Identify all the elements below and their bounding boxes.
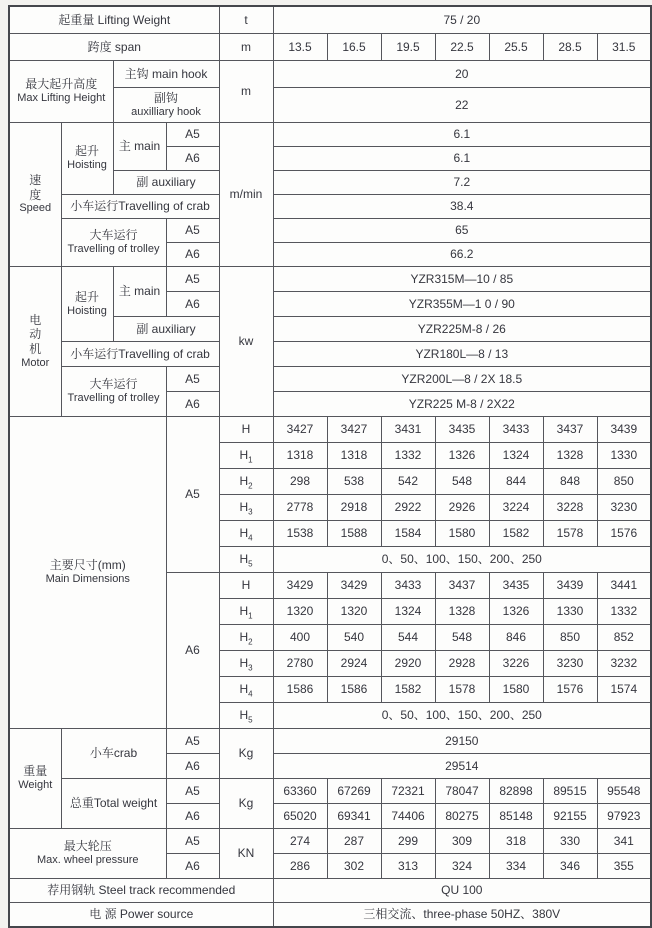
speed-aux-value: 7.2 bbox=[273, 171, 651, 195]
weight-total-value: 78047 bbox=[435, 779, 489, 804]
motor-main-a5-label: A5 bbox=[166, 267, 219, 292]
dims-h-sub: 1 bbox=[248, 455, 253, 465]
main-hook-value: 20 bbox=[273, 61, 651, 88]
dims-h-sub: 1 bbox=[248, 611, 253, 621]
span-value: 25.5 bbox=[489, 34, 543, 61]
weight-total-value: 69341 bbox=[327, 804, 381, 829]
max-lifting-height-unit: m bbox=[219, 61, 273, 123]
motor-zh-char: 机 bbox=[29, 342, 42, 357]
crane-spec-table bbox=[8, 5, 652, 928]
wheel-pressure-value: 309 bbox=[435, 829, 489, 854]
dims-value: 2920 bbox=[381, 651, 435, 677]
dims-value: 3232 bbox=[597, 651, 651, 677]
dims-h-sub: 5 bbox=[248, 715, 253, 725]
dims-value: 3435 bbox=[489, 573, 543, 599]
dims-value: 3230 bbox=[597, 495, 651, 521]
span-value: 13.5 bbox=[273, 34, 327, 61]
dims-value: 1576 bbox=[597, 521, 651, 547]
speed-zh-char: 速 bbox=[29, 173, 42, 188]
weight-total-label: 总重Total weight bbox=[61, 779, 166, 829]
motor-trolley-a6-label: A6 bbox=[166, 392, 219, 417]
wheel-pressure-value: 287 bbox=[327, 829, 381, 854]
weight-total-value: 63360 bbox=[273, 779, 327, 804]
dims-value: 850 bbox=[597, 469, 651, 495]
steel-track-label: 荐用钢轨 Steel track recommended bbox=[9, 879, 273, 903]
dims-value: 1324 bbox=[489, 443, 543, 469]
wheel-pressure-label bbox=[9, 829, 166, 879]
dims-h-name: H bbox=[241, 578, 251, 593]
wheel-pressure-value: 318 bbox=[489, 829, 543, 854]
lifting-weight-value: 75 / 20 bbox=[273, 6, 651, 34]
speed-hoisting-en: Hoisting bbox=[67, 159, 107, 172]
dims-zh: 主要尺寸(mm) bbox=[49, 558, 126, 573]
dims-h-label bbox=[219, 547, 273, 573]
dims-h-name: H bbox=[239, 448, 249, 463]
dims-h-label bbox=[219, 599, 273, 625]
span-value: 31.5 bbox=[597, 34, 651, 61]
wheel-pressure-value: 313 bbox=[381, 854, 435, 879]
dims-value: 844 bbox=[489, 469, 543, 495]
speed-trolley-a5-value: 65 bbox=[273, 219, 651, 243]
wheel-pressure-a5-label: A5 bbox=[166, 829, 219, 854]
dims-value: 1326 bbox=[435, 443, 489, 469]
dims-h-label bbox=[219, 651, 273, 677]
dims-value: 3226 bbox=[489, 651, 543, 677]
speed-crab-label: 小车运行Travelling of crab bbox=[61, 195, 219, 219]
span-unit: m bbox=[219, 34, 273, 61]
dims-value: 2778 bbox=[273, 495, 327, 521]
dims-section-label bbox=[9, 417, 166, 729]
dims-h-sub: 2 bbox=[248, 637, 253, 647]
dims-h-sub: 4 bbox=[248, 533, 253, 543]
speed-main-label: 主 main bbox=[113, 123, 166, 171]
weight-total-value: 82898 bbox=[489, 779, 543, 804]
weight-section-label bbox=[9, 729, 61, 829]
dims-value: 1328 bbox=[435, 599, 489, 625]
dims-h5-merged-value: 0、50、100、150、200、250 bbox=[273, 547, 651, 573]
dims-value: 1318 bbox=[273, 443, 327, 469]
dims-value: 3429 bbox=[327, 573, 381, 599]
wheel-pressure-value: 330 bbox=[543, 829, 597, 854]
motor-trolley-a5-value: YZR200L—8 / 2X 18.5 bbox=[273, 367, 651, 392]
dims-value: 848 bbox=[543, 469, 597, 495]
max-lifting-height-label bbox=[9, 61, 113, 123]
motor-section-label bbox=[9, 267, 61, 417]
speed-trolley-a5-label: A5 bbox=[166, 219, 219, 243]
wheel-pressure-value: 299 bbox=[381, 829, 435, 854]
dims-value: 3427 bbox=[327, 417, 381, 443]
row-motor-main-a5 bbox=[9, 267, 651, 292]
weight-total-value: 97923 bbox=[597, 804, 651, 829]
wheel-pressure-value: 274 bbox=[273, 829, 327, 854]
motor-main-label: 主 main bbox=[113, 267, 166, 317]
dims-value: 540 bbox=[327, 625, 381, 651]
motor-trolley-a6-value: YZR225 M-8 / 2X22 bbox=[273, 392, 651, 417]
dims-value: 3224 bbox=[489, 495, 543, 521]
dims-value: 1326 bbox=[489, 599, 543, 625]
dims-value: 2780 bbox=[273, 651, 327, 677]
lifting-weight-label: 起重量 Lifting Weight bbox=[9, 6, 219, 34]
motor-crab-label: 小车运行Travelling of crab bbox=[61, 342, 219, 367]
motor-unit: kw bbox=[219, 267, 273, 417]
dims-value: 1318 bbox=[327, 443, 381, 469]
dims-value: 1580 bbox=[435, 521, 489, 547]
max-lifting-height-en: Max Lifting Height bbox=[17, 92, 106, 105]
wheel-pressure-value: 334 bbox=[489, 854, 543, 879]
dims-h-label bbox=[219, 703, 273, 729]
weight-total-value: 95548 bbox=[597, 779, 651, 804]
dims-value: 2928 bbox=[435, 651, 489, 677]
weight-crab-unit: Kg bbox=[219, 729, 273, 779]
dims-h-sub: 3 bbox=[248, 663, 253, 673]
dims-value: 3433 bbox=[381, 573, 435, 599]
dims-h-sub: 4 bbox=[248, 689, 253, 699]
aux-hook-label bbox=[113, 88, 219, 123]
speed-en: Speed bbox=[19, 202, 52, 215]
speed-trolley-en: Travelling of trolley bbox=[67, 243, 160, 256]
weight-total-value: 72321 bbox=[381, 779, 435, 804]
wheel-pressure-value: 324 bbox=[435, 854, 489, 879]
dims-value: 1320 bbox=[273, 599, 327, 625]
row-speed-main-a5 bbox=[9, 123, 651, 147]
max-lifting-height-zh: 最大起升高度 bbox=[25, 77, 98, 92]
power-source-value: 三相交流、three-phase 50HZ、380V bbox=[273, 903, 651, 928]
motor-crab-value: YZR180L—8 / 13 bbox=[273, 342, 651, 367]
dims-value: 2926 bbox=[435, 495, 489, 521]
row-motor-crab bbox=[9, 342, 651, 367]
dims-value: 3228 bbox=[543, 495, 597, 521]
weight-total-value: 65020 bbox=[273, 804, 327, 829]
dims-h-label bbox=[219, 573, 273, 599]
dims-en: Main Dimensions bbox=[45, 573, 130, 586]
dims-h-label bbox=[219, 521, 273, 547]
wheel-pressure-value: 286 bbox=[273, 854, 327, 879]
dims-h-name: H bbox=[239, 630, 249, 645]
dims-a5-label: A5 bbox=[166, 417, 219, 573]
motor-trolley-en: Travelling of trolley bbox=[67, 392, 160, 405]
row-power-source bbox=[9, 903, 651, 928]
motor-main-a6-label: A6 bbox=[166, 292, 219, 317]
dims-value: 1580 bbox=[489, 677, 543, 703]
wheel-pressure-zh: 最大轮压 bbox=[63, 839, 112, 854]
weight-crab-a5-label: A5 bbox=[166, 729, 219, 754]
row-dims-a5-h bbox=[9, 417, 651, 443]
dims-value: 3437 bbox=[435, 573, 489, 599]
wheel-pressure-value: 341 bbox=[597, 829, 651, 854]
speed-hoisting-zh: 起升 bbox=[74, 144, 99, 159]
dims-value: 544 bbox=[381, 625, 435, 651]
lifting-weight-unit: t bbox=[219, 6, 273, 34]
wheel-pressure-en: Max. wheel pressure bbox=[37, 854, 139, 867]
row-motor-trolley-a5 bbox=[9, 367, 651, 392]
dims-value: 846 bbox=[489, 625, 543, 651]
row-span bbox=[9, 34, 651, 61]
dims-h-name: H bbox=[241, 422, 251, 437]
dims-h-name: H bbox=[239, 552, 249, 567]
span-value: 16.5 bbox=[327, 34, 381, 61]
dims-h-label bbox=[219, 495, 273, 521]
dims-value: 548 bbox=[435, 625, 489, 651]
dims-value: 1582 bbox=[381, 677, 435, 703]
motor-main-a6-value: YZR355M—1 0 / 90 bbox=[273, 292, 651, 317]
speed-main-a6-label: A6 bbox=[166, 147, 219, 171]
dims-h-name: H bbox=[239, 604, 249, 619]
dims-a6-label: A6 bbox=[166, 573, 219, 729]
dims-value: 1588 bbox=[327, 521, 381, 547]
row-steel-track bbox=[9, 879, 651, 903]
dims-h-label bbox=[219, 469, 273, 495]
aux-hook-en: auxilliary hook bbox=[131, 105, 201, 118]
dims-value: 1330 bbox=[543, 599, 597, 625]
weight-en: Weight bbox=[18, 779, 53, 792]
weight-crab-a5-value: 29150 bbox=[273, 729, 651, 754]
dims-value: 852 bbox=[597, 625, 651, 651]
dims-h-label bbox=[219, 625, 273, 651]
motor-trolley-zh: 大车运行 bbox=[89, 377, 138, 392]
dims-value: 1578 bbox=[435, 677, 489, 703]
dims-h-name: H bbox=[239, 500, 249, 515]
speed-trolley-a6-value: 66.2 bbox=[273, 243, 651, 267]
dims-value: 3431 bbox=[381, 417, 435, 443]
span-label: 跨度 span bbox=[9, 34, 219, 61]
row-speed-crab bbox=[9, 195, 651, 219]
dims-value: 1574 bbox=[597, 677, 651, 703]
dims-value: 2922 bbox=[381, 495, 435, 521]
dims-h-name: H bbox=[239, 474, 249, 489]
dims-value: 3433 bbox=[489, 417, 543, 443]
dims-h-sub: 5 bbox=[248, 559, 253, 569]
wheel-pressure-value: 302 bbox=[327, 854, 381, 879]
dims-value: 3230 bbox=[543, 651, 597, 677]
dims-value: 3439 bbox=[597, 417, 651, 443]
dims-h-label bbox=[219, 677, 273, 703]
steel-track-value: QU 100 bbox=[273, 879, 651, 903]
dims-value: 1324 bbox=[381, 599, 435, 625]
weight-crab-a6-value: 29514 bbox=[273, 754, 651, 779]
speed-trolley-zh: 大车运行 bbox=[89, 228, 138, 243]
speed-main-a6-value: 6.1 bbox=[273, 147, 651, 171]
dims-value: 1332 bbox=[597, 599, 651, 625]
dims-h-name: H bbox=[239, 656, 249, 671]
speed-zh-char: 度 bbox=[29, 187, 42, 202]
dims-value: 3439 bbox=[543, 573, 597, 599]
motor-zh-char: 动 bbox=[29, 327, 42, 342]
row-lifting-weight bbox=[9, 6, 651, 34]
dims-value: 1582 bbox=[489, 521, 543, 547]
speed-section-label bbox=[9, 123, 61, 267]
aux-hook-zh: 副钩 bbox=[154, 90, 179, 105]
motor-hoisting-en: Hoisting bbox=[67, 304, 107, 317]
speed-aux-label: 副 auxiliary bbox=[113, 171, 219, 195]
dims-value: 2924 bbox=[327, 651, 381, 677]
weight-total-value: 92155 bbox=[543, 804, 597, 829]
wheel-pressure-value: 355 bbox=[597, 854, 651, 879]
speed-crab-value: 38.4 bbox=[273, 195, 651, 219]
row-wheel-pressure-a5 bbox=[9, 829, 651, 854]
dims-value: 1584 bbox=[381, 521, 435, 547]
motor-hoisting-label bbox=[61, 267, 113, 342]
dims-value: 1576 bbox=[543, 677, 597, 703]
motor-hoisting-zh: 起升 bbox=[74, 289, 99, 304]
dims-value: 542 bbox=[381, 469, 435, 495]
row-main-hook bbox=[9, 61, 651, 88]
motor-zh-char: 电 bbox=[29, 312, 42, 327]
weight-crab-a6-label: A6 bbox=[166, 754, 219, 779]
speed-hoisting-label bbox=[61, 123, 113, 195]
weight-total-unit: Kg bbox=[219, 779, 273, 829]
motor-en: Motor bbox=[21, 356, 50, 369]
dims-value: 1578 bbox=[543, 521, 597, 547]
dims-h-sub: 2 bbox=[248, 481, 253, 491]
dims-value: 1320 bbox=[327, 599, 381, 625]
dims-h-label bbox=[219, 443, 273, 469]
dims-value: 3429 bbox=[273, 573, 327, 599]
speed-unit: m/min bbox=[219, 123, 273, 267]
dims-value: 3427 bbox=[273, 417, 327, 443]
dims-value: 1330 bbox=[597, 443, 651, 469]
dims-value: 548 bbox=[435, 469, 489, 495]
dims-h-name: H bbox=[239, 526, 249, 541]
weight-total-value: 67269 bbox=[327, 779, 381, 804]
weight-total-value: 85148 bbox=[489, 804, 543, 829]
span-value: 28.5 bbox=[543, 34, 597, 61]
dims-value: 3435 bbox=[435, 417, 489, 443]
speed-main-a5-value: 6.1 bbox=[273, 123, 651, 147]
dims-value: 1332 bbox=[381, 443, 435, 469]
dims-value: 2918 bbox=[327, 495, 381, 521]
weight-total-value: 80275 bbox=[435, 804, 489, 829]
weight-zh: 重量 bbox=[23, 764, 48, 779]
speed-trolley-label bbox=[61, 219, 166, 267]
dims-value: 3437 bbox=[543, 417, 597, 443]
weight-crab-label: 小车crab bbox=[61, 729, 166, 779]
dims-value: 1538 bbox=[273, 521, 327, 547]
span-value: 19.5 bbox=[381, 34, 435, 61]
dims-h5-merged-value: 0、50、100、150、200、250 bbox=[273, 703, 651, 729]
dims-h-name: H bbox=[239, 682, 249, 697]
dims-value: 3441 bbox=[597, 573, 651, 599]
dims-value: 850 bbox=[543, 625, 597, 651]
motor-trolley-a5-label: A5 bbox=[166, 367, 219, 392]
weight-total-value: 89515 bbox=[543, 779, 597, 804]
dims-value: 1586 bbox=[273, 677, 327, 703]
aux-hook-value: 22 bbox=[273, 88, 651, 123]
row-weight-total-a5 bbox=[9, 779, 651, 804]
row-weight-crab-a5 bbox=[9, 729, 651, 754]
dims-value: 1328 bbox=[543, 443, 597, 469]
motor-main-a5-value: YZR315M—10 / 85 bbox=[273, 267, 651, 292]
dims-h-name: H bbox=[239, 708, 249, 723]
wheel-pressure-a6-label: A6 bbox=[166, 854, 219, 879]
speed-main-a5-label: A5 bbox=[166, 123, 219, 147]
dims-h-label bbox=[219, 417, 273, 443]
wheel-pressure-unit: KN bbox=[219, 829, 273, 879]
dims-value: 538 bbox=[327, 469, 381, 495]
main-hook-label: 主钩 main hook bbox=[113, 61, 219, 88]
dims-h-sub: 3 bbox=[248, 507, 253, 517]
motor-aux-value: YZR225M-8 / 26 bbox=[273, 317, 651, 342]
row-speed-trolley-a5 bbox=[9, 219, 651, 243]
dims-value: 400 bbox=[273, 625, 327, 651]
speed-trolley-a6-label: A6 bbox=[166, 243, 219, 267]
dims-value: 298 bbox=[273, 469, 327, 495]
motor-aux-label: 副 auxiliary bbox=[113, 317, 219, 342]
weight-total-value: 74406 bbox=[381, 804, 435, 829]
weight-total-a6-label: A6 bbox=[166, 804, 219, 829]
span-value: 22.5 bbox=[435, 34, 489, 61]
motor-trolley-label bbox=[61, 367, 166, 417]
dims-value: 1586 bbox=[327, 677, 381, 703]
weight-total-a5-label: A5 bbox=[166, 779, 219, 804]
wheel-pressure-value: 346 bbox=[543, 854, 597, 879]
power-source-label: 电 源 Power source bbox=[9, 903, 273, 928]
